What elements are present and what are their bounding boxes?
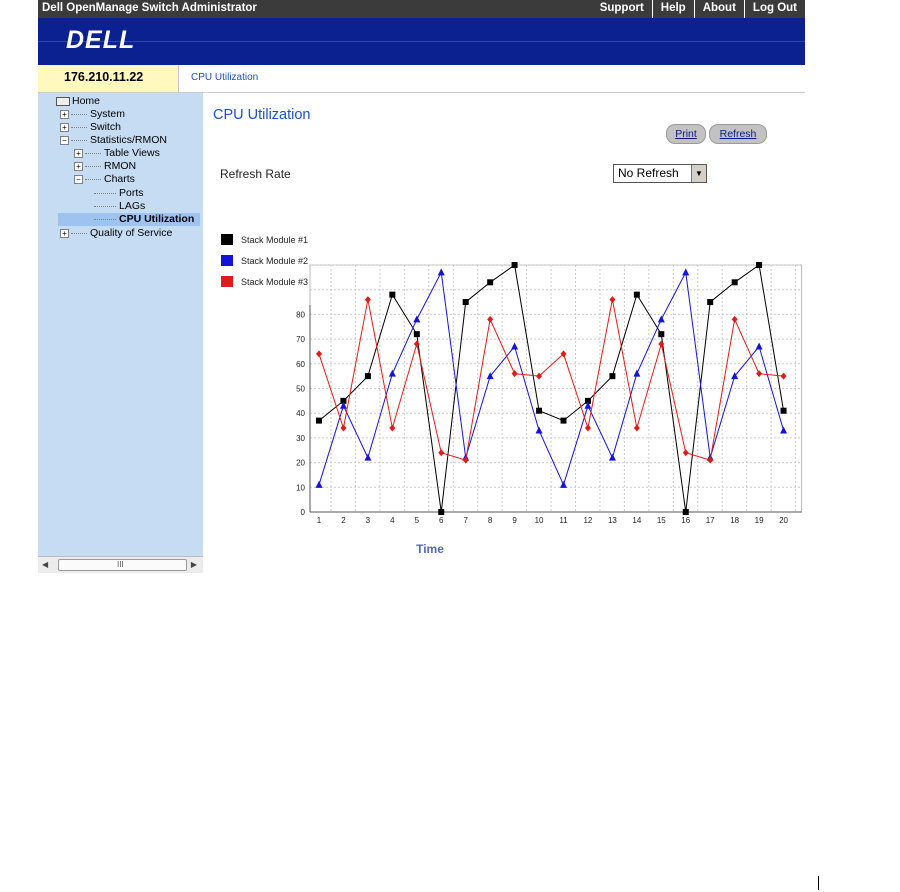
page-margin-mark <box>818 876 819 890</box>
refresh-rate-label: Refresh Rate <box>220 167 291 181</box>
expand-plus-icon[interactable]: + <box>74 149 83 158</box>
tree-item-charts[interactable] <box>74 173 135 186</box>
brand-banner <box>38 18 805 65</box>
legend-label: Stack Module #1 <box>241 235 309 245</box>
y-tick-label: 50 <box>296 384 305 394</box>
y-tick-label: 70 <box>296 335 305 345</box>
data-point <box>438 509 444 515</box>
breadcrumb-current[interactable]: CPU Utilization <box>191 72 259 83</box>
data-point <box>732 279 738 285</box>
y-tick-label: 20 <box>296 458 305 468</box>
tree-connector <box>85 153 101 154</box>
scroll-right-icon[interactable]: ▶ <box>190 560 197 569</box>
x-tick-label: 18 <box>730 516 740 525</box>
x-tick-label: 14 <box>632 516 642 525</box>
tree-connector <box>71 233 87 234</box>
y-tick-label: 80 <box>296 310 305 320</box>
nav-support-link[interactable]: Support <box>599 2 644 14</box>
data-point <box>609 373 615 379</box>
nav-about-link[interactable]: About <box>694 0 744 18</box>
tree-item-label: LAGs <box>119 200 146 212</box>
x-tick-label: 16 <box>681 516 691 525</box>
tree-item-statistics-rmon[interactable] <box>60 134 167 147</box>
content-panel <box>203 93 805 572</box>
tree-item-label: Quality of Service <box>90 227 173 239</box>
data-point <box>756 262 762 268</box>
expand-plus-icon[interactable]: + <box>74 162 83 171</box>
x-tick-label: 10 <box>534 516 544 525</box>
home-folder-icon <box>56 97 70 106</box>
refresh-rate-value: No Refresh <box>618 166 679 180</box>
cpu-utilization-chart <box>203 93 805 572</box>
x-tick-label: 6 <box>439 516 444 525</box>
refresh-button[interactable]: Refresh <box>709 124 767 144</box>
data-point <box>561 418 567 424</box>
tree-item-label: Ports <box>119 187 144 199</box>
data-point <box>389 292 395 298</box>
x-tick-label: 12 <box>583 516 593 525</box>
tree-item-system[interactable] <box>60 108 125 121</box>
legend-label: Stack Module #3 <box>241 277 309 287</box>
device-ip-box <box>38 65 179 93</box>
tree-connector <box>85 166 101 167</box>
tree-item-label: CPU Utilization <box>119 213 195 225</box>
y-tick-label: 10 <box>296 483 305 493</box>
collapse-minus-icon[interactable]: − <box>74 175 83 184</box>
data-point <box>658 331 664 337</box>
scrollbar-grip: III <box>117 560 124 569</box>
data-point <box>634 292 640 298</box>
expand-plus-icon[interactable]: + <box>60 123 69 132</box>
tree-item-quality-of-service[interactable] <box>60 227 172 240</box>
breadcrumb <box>179 65 805 93</box>
x-tick-label: 8 <box>487 516 493 525</box>
device-ip: 176.210.11.22 <box>64 70 144 84</box>
x-tick-label: 11 <box>559 516 568 525</box>
tree-item-home[interactable] <box>56 95 100 108</box>
dell-logo: DELL <box>66 26 136 54</box>
tree-item-rmon[interactable] <box>74 160 136 173</box>
banner-stripe <box>38 41 805 42</box>
x-tick-label: 2 <box>341 516 346 525</box>
x-tick-label: 5 <box>414 516 420 525</box>
x-tick-label: 3 <box>365 516 371 525</box>
y-tick-label: 0 <box>300 508 305 517</box>
app-title: Dell OpenManage Switch Administrator <box>42 2 257 14</box>
nav-help-link[interactable]: Help <box>652 0 694 18</box>
tree-item-label: Statistics/RMON <box>90 134 168 146</box>
tree-item-cpu-utilization[interactable] <box>58 213 200 226</box>
tree-item-switch[interactable] <box>60 121 121 134</box>
tree-item-table-views[interactable] <box>74 147 160 160</box>
tree-item-label: Charts <box>104 173 135 185</box>
data-point <box>463 299 469 305</box>
top-nav <box>592 0 805 18</box>
data-point <box>316 418 322 424</box>
tree-item-label: Home <box>72 95 101 107</box>
expand-plus-icon[interactable]: + <box>60 229 69 238</box>
data-point <box>707 299 713 305</box>
expand-plus-icon[interactable]: + <box>60 110 69 119</box>
tree-connector <box>71 140 87 141</box>
tree-item-label: RMON <box>104 160 137 172</box>
data-point <box>536 408 542 414</box>
y-tick-label: 60 <box>296 359 305 369</box>
tree-connector <box>94 206 116 207</box>
tree-connector <box>85 179 101 180</box>
x-tick-label: 4 <box>390 516 395 525</box>
scroll-left-icon[interactable]: ◀ <box>42 560 49 569</box>
data-point <box>487 279 493 285</box>
collapse-minus-icon[interactable]: − <box>60 136 69 145</box>
y-tick-label: 30 <box>296 433 305 443</box>
tree-item-label: System <box>90 108 126 120</box>
data-point <box>414 331 420 337</box>
x-tick-label: 20 <box>779 516 789 525</box>
data-point <box>781 408 787 414</box>
print-button[interactable]: Print <box>666 124 706 144</box>
tree-connector <box>71 127 87 128</box>
x-axis-title: Time <box>416 542 444 556</box>
data-point <box>365 373 371 379</box>
dropdown-arrow-icon[interactable]: ▼ <box>691 165 706 182</box>
title-bar <box>38 0 805 18</box>
tree-horizontal-scrollbar[interactable] <box>38 556 203 573</box>
scrollbar-thumb[interactable] <box>58 559 187 571</box>
data-point <box>512 262 518 268</box>
x-tick-label: 13 <box>607 516 617 525</box>
tree-item-label: Table Views <box>104 147 160 159</box>
tree-connector <box>94 193 116 194</box>
tree-item-lags[interactable] <box>94 200 145 213</box>
page-title: CPU Utilization <box>213 107 311 123</box>
nav-logout-link[interactable]: Log Out <box>744 0 805 18</box>
app-window <box>38 0 805 572</box>
y-tick-label: 40 <box>296 409 305 419</box>
x-tick-label: 15 <box>656 516 666 525</box>
tree-connector <box>71 114 87 115</box>
data-point <box>683 509 689 515</box>
tree-connector <box>94 219 116 220</box>
tree-item-label: Switch <box>90 121 121 133</box>
legend-label: Stack Module #2 <box>241 256 309 266</box>
navigation-tree <box>38 93 203 556</box>
x-tick-label: 9 <box>512 516 517 525</box>
x-tick-label: 7 <box>463 516 468 525</box>
x-tick-label: 1 <box>316 516 322 525</box>
x-tick-label: 17 <box>705 516 715 525</box>
tree-item-ports[interactable] <box>94 187 144 200</box>
x-tick-label: 19 <box>754 516 764 525</box>
